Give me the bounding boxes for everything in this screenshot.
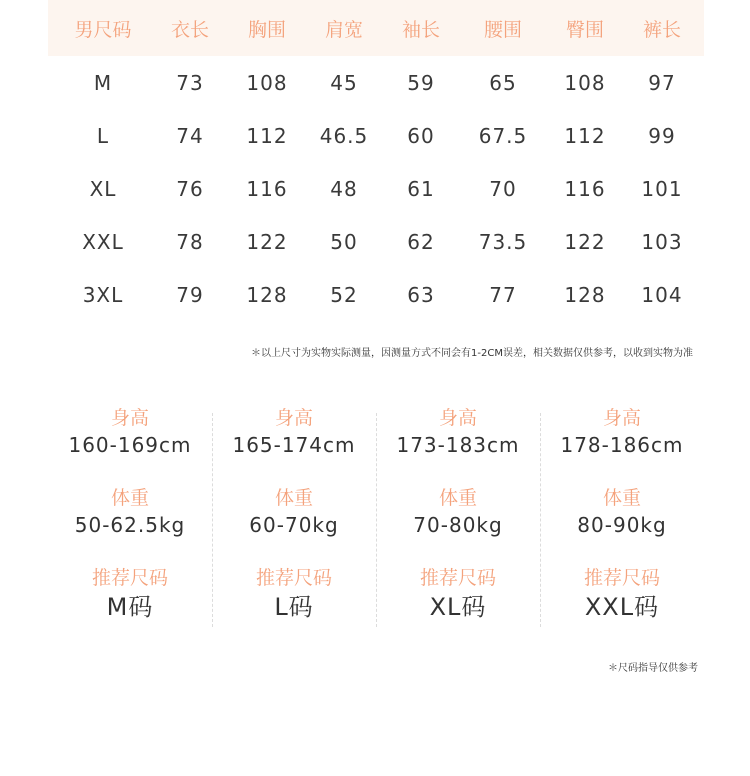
size-name-cell: L xyxy=(96,123,110,148)
header-sleeve: 袖长 xyxy=(401,18,440,41)
header-chest: 胸围 xyxy=(247,18,286,41)
height-label: 身高 xyxy=(110,407,149,429)
header-length: 衣长 xyxy=(170,18,209,41)
size-table-body xyxy=(48,56,704,321)
measurement-cell: 52 xyxy=(330,282,358,307)
height-value: 173-183cm xyxy=(396,433,520,457)
measurement-cell: 112 xyxy=(564,123,606,148)
table-row xyxy=(48,56,704,109)
weight-label: 体重 xyxy=(274,487,313,509)
size-guide-note: ＊尺码指导仅供参考 xyxy=(608,663,698,674)
measurement-cell: 122 xyxy=(564,229,606,254)
measurement-cell: 46.5 xyxy=(319,123,369,148)
measurement-cell: 50 xyxy=(330,229,358,254)
size-name-cell: XL xyxy=(89,176,117,201)
table-row xyxy=(48,162,704,215)
measurement-cell: 128 xyxy=(564,282,606,307)
header-hip: 臀围 xyxy=(565,18,604,41)
weight-label: 体重 xyxy=(438,487,477,509)
measurement-cell: 62 xyxy=(407,229,435,254)
table-row xyxy=(48,215,704,268)
measurement-cell: 48 xyxy=(330,176,358,201)
height-label: 身高 xyxy=(274,407,313,429)
measurement-cell: 61 xyxy=(407,176,435,201)
size-guide-column xyxy=(48,405,212,631)
spacer xyxy=(376,459,540,485)
height-value: 178-186cm xyxy=(560,433,684,457)
recommended-size-label: 推荐尺码 xyxy=(91,567,168,589)
table-row xyxy=(48,109,704,162)
measurement-cell: 76 xyxy=(176,176,204,201)
measurement-cell: 45 xyxy=(330,70,358,95)
spacer xyxy=(212,539,376,565)
weight-value: 50-62.5kg xyxy=(74,513,186,537)
size-guide-column xyxy=(212,405,376,631)
size-name-cell: M xyxy=(93,70,113,95)
height-value: 160-169cm xyxy=(68,433,192,457)
header-waist: 腰围 xyxy=(483,18,522,41)
measurement-cell: 101 xyxy=(641,176,683,201)
size-guide xyxy=(48,405,704,631)
spacer xyxy=(540,459,704,485)
measurement-cell: 112 xyxy=(246,123,288,148)
size-table xyxy=(48,0,704,321)
measurement-cell: 97 xyxy=(648,70,676,95)
size-guide-column xyxy=(376,405,540,631)
size-name-cell: 3XL xyxy=(82,282,124,307)
recommended-size-label: 推荐尺码 xyxy=(583,567,660,589)
measurement-cell: 108 xyxy=(564,70,606,95)
measurement-cell: 108 xyxy=(246,70,288,95)
height-label: 身高 xyxy=(438,407,477,429)
header-size: 男尺码 xyxy=(74,18,132,41)
size-name-cell: XXL xyxy=(82,229,124,254)
recommended-size-value: M码 xyxy=(106,593,154,621)
weight-value: 60-70kg xyxy=(249,513,339,537)
measurement-cell: 74 xyxy=(176,123,204,148)
measurement-note: ＊以上尺寸为实物实际测量，因测量方式不同会有1-2CM误差，相关数据仅供参考，以收到实物为准 xyxy=(251,348,693,359)
recommended-size-label: 推荐尺码 xyxy=(255,567,332,589)
header-pants-length: 裤长 xyxy=(642,18,681,41)
size-guide-column xyxy=(540,405,704,631)
measurement-cell: 60 xyxy=(407,123,435,148)
weight-label: 体重 xyxy=(602,487,641,509)
measurement-cell: 65 xyxy=(489,70,517,95)
measurement-cell: 67.5 xyxy=(478,123,528,148)
spacer xyxy=(48,459,212,485)
recommended-size-value: L码 xyxy=(274,593,314,621)
spacer xyxy=(540,539,704,565)
measurement-cell: 59 xyxy=(407,70,435,95)
measurement-cell: 73 xyxy=(176,70,204,95)
weight-value: 70-80kg xyxy=(413,513,503,537)
height-value: 165-174cm xyxy=(232,433,356,457)
measurement-cell: 122 xyxy=(246,229,288,254)
measurement-cell: 73.5 xyxy=(478,229,528,254)
measurement-cell: 78 xyxy=(176,229,204,254)
measurement-cell: 79 xyxy=(176,282,204,307)
height-label: 身高 xyxy=(602,407,641,429)
weight-label: 体重 xyxy=(110,487,149,509)
measurement-cell: 128 xyxy=(246,282,288,307)
measurement-cell: 77 xyxy=(489,282,517,307)
spacer xyxy=(376,539,540,565)
measurement-cell: 99 xyxy=(648,123,676,148)
recommended-size-label: 推荐尺码 xyxy=(419,567,496,589)
measurement-cell: 103 xyxy=(641,229,683,254)
header-shoulder: 肩宽 xyxy=(324,18,363,41)
weight-value: 80-90kg xyxy=(577,513,667,537)
recommended-size-value: XXL码 xyxy=(584,593,660,621)
measurement-cell: 116 xyxy=(246,176,288,201)
size-table-header xyxy=(48,0,704,56)
recommended-size-value: XL码 xyxy=(429,593,487,621)
spacer xyxy=(212,459,376,485)
table-row xyxy=(48,268,704,321)
measurement-cell: 63 xyxy=(407,282,435,307)
spacer xyxy=(48,539,212,565)
measurement-cell: 70 xyxy=(489,176,517,201)
measurement-cell: 116 xyxy=(564,176,606,201)
measurement-cell: 104 xyxy=(641,282,683,307)
